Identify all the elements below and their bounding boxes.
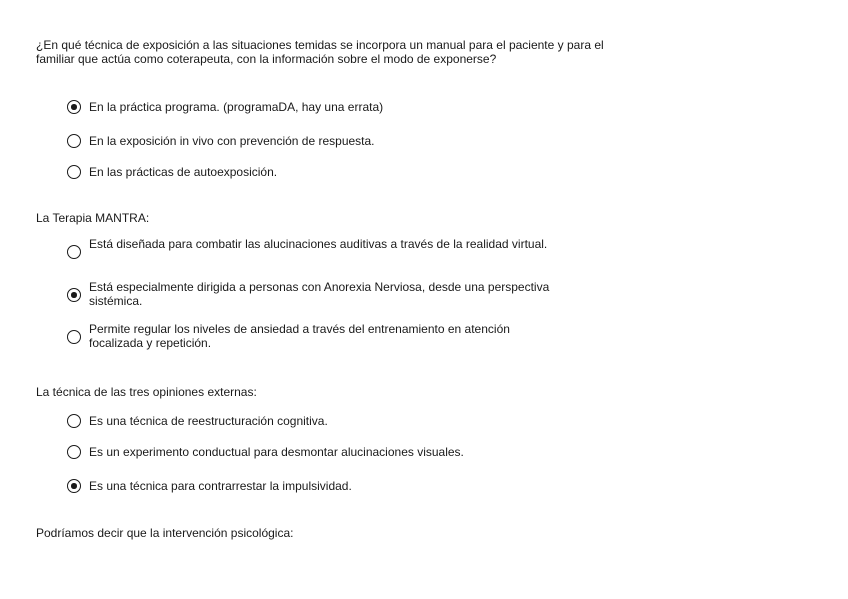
option-label: Es un experimento conductual para desmontar alucinaciones visuales. [89, 445, 464, 459]
option-2-3[interactable] [36, 323, 627, 350]
option-label: Está especialmente dirigida a personas con Anorexia Nerviosa, desde una perspectiva sistémica. [89, 280, 550, 308]
question-4 [36, 527, 636, 541]
radio-button[interactable] [67, 330, 81, 344]
option-label: Está diseñada para combatir las alucinaciones auditivas a través de la realidad virtual. [89, 237, 548, 251]
question-1 [36, 38, 636, 179]
option-1-3[interactable] [36, 166, 647, 180]
option-label: Es una técnica para contrarrestar la impulsividad. [89, 479, 352, 493]
radio-button[interactable] [67, 134, 81, 148]
option-label: Es una técnica de reestructuración cognitiva. [89, 414, 328, 428]
option-label: Permite regular los niveles de ansiedad a través del entrenamiento en atención focalizada y repetición. [89, 322, 510, 350]
radio-button-selected[interactable] [67, 100, 81, 114]
question-3 [36, 385, 636, 493]
question-2-text: La Terapia MANTRA: [36, 211, 150, 225]
question-2 [36, 211, 636, 350]
radio-button[interactable] [67, 165, 81, 179]
option-1-1[interactable] [36, 101, 647, 115]
option-3-2[interactable] [36, 446, 647, 460]
option-3-1[interactable] [36, 415, 647, 429]
radio-button-selected[interactable] [67, 479, 81, 493]
option-label: En la exposición in vivo con prevención de respuesta. [89, 134, 375, 148]
question-1-text: ¿En qué técnica de exposición a las situaciones temidas se incorpora un manual para el paciente y para el familiar que actúa como coterapeuta, con la información sobre el modo de exponerse? [36, 38, 604, 66]
radio-button-selected[interactable] [67, 288, 81, 302]
radio-button[interactable] [67, 445, 81, 459]
option-1-2[interactable] [36, 135, 647, 149]
option-label: En las prácticas de autoexposición. [89, 165, 278, 179]
option-3-3[interactable] [36, 480, 647, 494]
radio-button[interactable] [67, 245, 81, 259]
question-3-text: La técnica de las tres opiniones externas: [36, 385, 257, 399]
radio-button[interactable] [67, 414, 81, 428]
option-label: En la práctica programa. (programaDA, hay una errata) [89, 100, 384, 114]
option-2-2[interactable] [36, 281, 627, 308]
question-4-text: Podríamos decir que la intervención psicológica: [36, 526, 294, 540]
option-2-1[interactable] [36, 238, 627, 252]
